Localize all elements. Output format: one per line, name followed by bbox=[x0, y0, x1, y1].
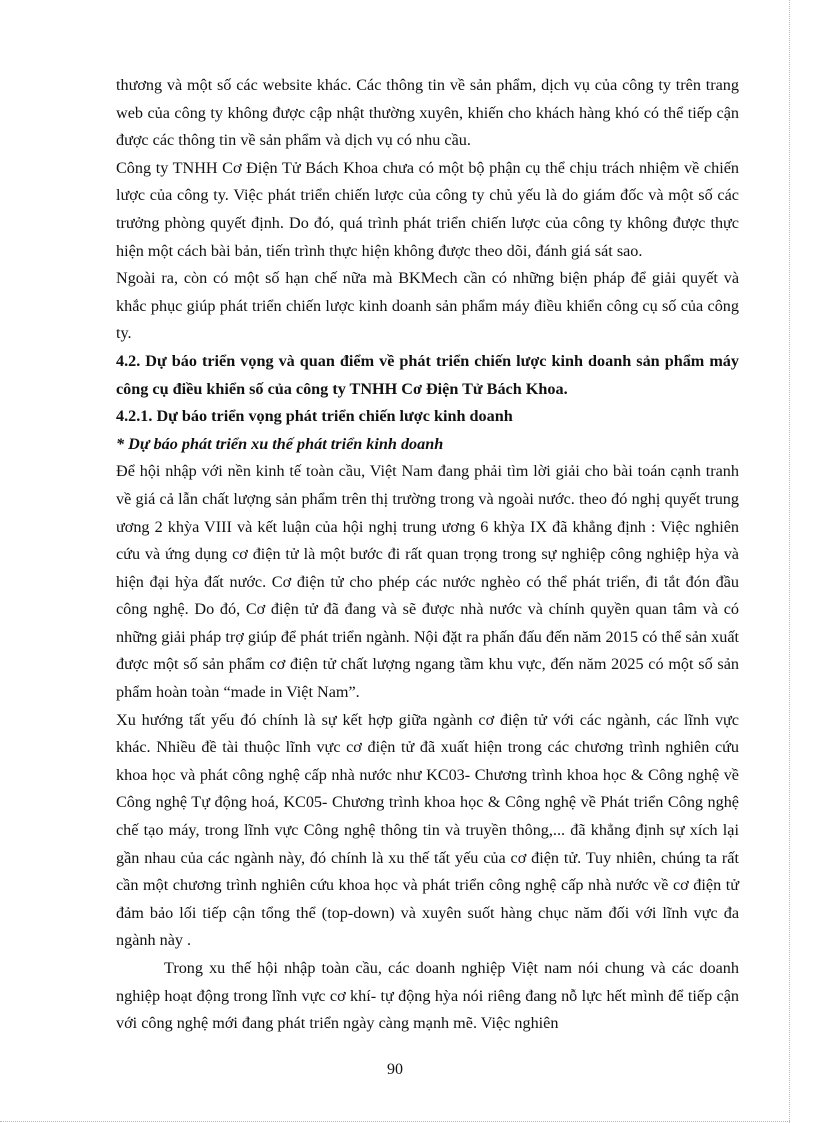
paragraph-integration: Để hội nhập với nền kinh tế toàn cầu, Việt Nam đang phải tìm lời giải cho bài toán cạnh tranh về giá cả lẫn chất lượng sản phẩm trên thị trường trong và ngoài nước. theo đó nghị quyết trung ương 2 khỳa VIII và kết luận của hội nghị trung ương 6 khỳa IX đã khẳng định : Việc nghiên cứu và ứng dụng cơ điện tử là một bước đi rất quan trọng trong sự nghiệp công nghiệp hỳa và hiện đại hỳa đất nước. Cơ điện tử cho phép các nước nghèo có thể phát triển, đi tắt đón đầu công nghệ. Do đó, Cơ điện tử đã đang và sẽ được nhà nước và chính quyền quan tâm và có những giải pháp trợ giúp để phát triển ngành. Nội đặt ra phấn đấu đến năm 2015 có thể sản xuất được một số sản phẩm cơ điện tử chất lượng ngang tầm khu vực, đến năm 2025 có một số sản phẩm hoàn toàn “made in Việt Nam”. bbox=[116, 462, 739, 702]
subsection-heading-4-2-1: 4.2.1. Dự báo triển vọng phát triển chiến lược kinh doanh bbox=[116, 407, 513, 426]
page-content bbox=[116, 72, 739, 1038]
paragraph-limitations: Ngoài ra, còn có một số hạn chế nữa mà BKMech cần có những biện pháp để giải quyết và khắc phục giúp phát triển chiến lược kinh doanh sản phẩm máy điều khiển công cụ số của công ty. bbox=[116, 269, 739, 343]
paragraph-website-info: thương và một số các website khác. Các thông tin về sản phẩm, dịch vụ của công ty trên trang web của công ty không được cập nhật thường xuyên, khiến cho khách hàng khó có thể tiếp cận được các thông tin về sản phẩm và dịch vụ có nhu cầu. bbox=[116, 76, 739, 150]
italic-subheading: * Dự báo phát triển xu thế phát triển kinh doanh bbox=[116, 434, 444, 453]
section-heading-4-2: 4.2. Dự báo triển vọng và quan điểm về phát triển chiến lược kinh doanh sản phẩm máy công cụ điều khiển số của công ty TNHH Cơ Điện Tử Bách Khoa. bbox=[116, 351, 739, 398]
paragraph-global-integration: Trong xu thế hội nhập toàn cầu, các doanh nghiệp Việt nam nói chung và các doanh nghiệp hoạt động trong lĩnh vực cơ khí- tự động hỳa nói riêng đang nỗ lực hết mình để tiếp cận với công nghệ mới đang phát triển ngày càng mạnh mẽ. Việc nghiên bbox=[116, 959, 739, 1033]
page-border-right bbox=[789, 0, 790, 1123]
paragraph-trend: Xu hướng tất yếu đó chính là sự kết hợp giữa ngành cơ điện tử với các ngành, các lĩnh vực khác. Nhiều đề tài thuộc lĩnh vực cơ điện tử đã xuất hiện trong các chương trình nghiên cứu khoa học và phát công nghệ cấp nhà nước như KC03- Chương trình khoa học & Công nghệ về Công nghệ Tự động hoá, KC05- Chương trình khoa học & Công nghệ về Phát triển Công nghệ chế tạo máy, trong lĩnh vực Công nghệ thông tin và truyền thông,... đã khẳng định sự xích lại gần nhau của các ngành này, đó chính là xu thế tất yếu của cơ điện tử. Tuy nhiên, chúng ta rất cần một chương trình nghiên cứu khoa học và phát triển công nghệ cấp nhà nước về cơ điện tử đảm bảo lối tiếp cận tổng thể (top-down) và xuyên suốt hàng chục năm đối với lĩnh vực đa ngành này . bbox=[116, 710, 739, 950]
paragraph-strategy-department: Công ty TNHH Cơ Điện Tử Bách Khoa chưa có một bộ phận cụ thể chịu trách nhiệm về chiến lược của công ty. Việc phát triển chiến lược của công ty chủ yếu là do giám đốc và một số các trưởng phòng quyết định. Do đó, quá trình phát triển chiến lược của công ty không được thực hiện một cách bài bản, tiến trình thực hiện không được theo dõi, đánh giá sát sao. bbox=[116, 158, 739, 260]
page-number: 90 bbox=[387, 1061, 403, 1078]
page-border-bottom bbox=[0, 1121, 790, 1122]
